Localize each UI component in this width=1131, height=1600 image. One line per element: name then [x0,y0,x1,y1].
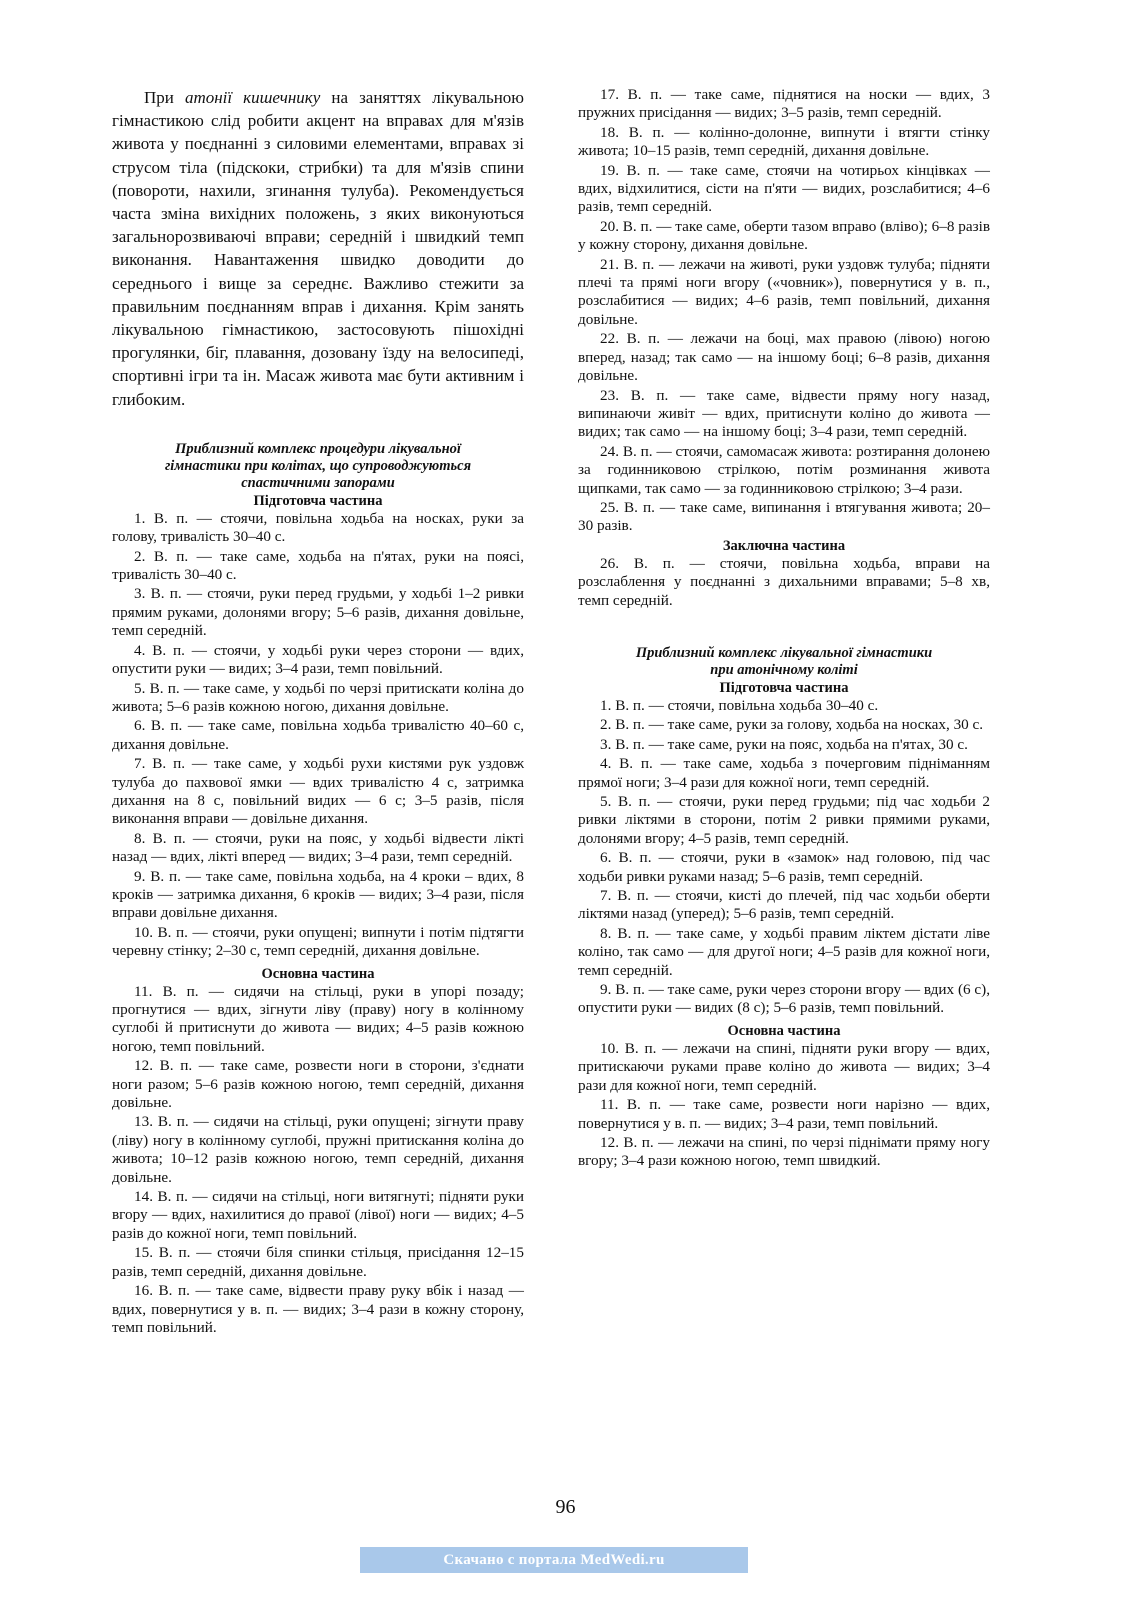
page-number: 96 [555,1496,576,1518]
exercise-item: 12. В. п. — таке саме, розвести ноги в сторони, з'єднати ноги разом; 5–6 разів кожною ногою, темп середній, дихання довільне. [112,1057,524,1112]
exercise-item: 9. В. п. — таке саме, руки через сторони вгору — вдих (6 с), опустити руки — видих (8 с); 5–6 разів, темп повільний. [578,981,990,1017]
exercise-item: 16. В. п. — таке саме, відвести праву руку вбік і назад — вдих, повернутися у в. п. — видих; 3–4 рази в кожну сторону, темп повільний. [112,1282,524,1336]
complex2-main-list [578,1040,990,1171]
complex2-prep-list [578,697,990,1018]
exercise-item: 17. В. п. — таке саме, піднятися на носки — вдих, 3 пружних присідання — видих; 3–5 разів, темп середній. [578,86,990,122]
intro-text-start: При [144,88,185,107]
complex1-final-heading: Заключна частина [722,537,846,554]
complex1-main-heading: Основна частина [261,965,375,982]
exercise-item: 9. В. п. — таке саме, повільна ходьба, на 4 кроки – вдих, 8 кроків — затримка дихання, 6 кроків — видих; 3–4 рази, після вправи довільне дихання. [112,867,524,922]
exercise-item: 15. В. п. — стоячи біля спинки стільця, присідання 12–15 разів, темп середній, дихання довільне. [112,1244,524,1280]
exercise-item: 21. В. п. — лежачи на животі, руки уздовж тулуба; підняти плечі та прямі ноги вгору («човник»), повернутися у в. п., розслабитися — видих; 4–6 разів, темп повільний, дихання довільне. [578,255,990,328]
exercise-item: 1. В. п. — стоячи, повільна ходьба 30–40 с. [600,696,879,714]
exercise-item: 24. В. п. — стоячи, самомасаж живота: розтирання долонею за годинниковою стрілкою, потім розминання живота щипками, так само — за годинниковою стрілкою; 3–4 рази. [578,442,990,497]
exercise-item: 11. В. п. — сидячи на стільці, руки в упорі позаду; прогнутися — вдих, зігнути ліву (праву) ногу в колінному суглобі й притиснути до живота — видих; 4–5 разів кожною ногою, темп повільний. [112,982,524,1055]
exercise-item: 10. В. п. — стоячи, руки опущені; випнути і потім підтягти черевну стінку; 2–30 с, темп середній, дихання довільне. [112,923,524,960]
right-column [578,86,990,1172]
exercise-item: 8. В. п. — стоячи, руки на пояс, у ходьбі відвести лікті назад — вдих, лікті вперед — видих; 3–4 рази, темп середній. [112,829,524,866]
exercise-item: 14. В. п. — сидячи на стільці, ноги витягнуті; підняти руки вгору — вдих, нахилитися до правої (лівої) ноги — видих; 4–5 разів до кожної ноги, темп повільний. [112,1188,524,1242]
intro-text-rest: на заняттях лікувальною гімнастикою слід робити акцент на вправах для м'язів живота у поєднанні з силовими елементами, вправах зі струсом тіла (підскоки, стрибки) та для м'язів спини (повороти, нахили, згинання тулуба). Рекомендується часта зміна вихідних положень, з яких виконуються загальнорозвиваючі вправи; середній і швидкий темп виконання. Навантаження швидко доводити до середнього і вище за середнє. Важливо стежити за правильним поєднанням вправ і дихання. Крім занять лікувальною гімнастикою, застосовують пішохідні прогулянки, біг, плавання, дозовану їзду на велосипеді, спортивні ігри та ін. Масаж живота має бути активним і глибоким. [112,88,525,409]
exercise-item: 20. В. п. — таке саме, оберти тазом вправо (вліво); 6–8 разів у кожну сторону, дихання довільне. [578,217,990,254]
exercise-item: 5. В. п. — стоячи, руки перед грудьми; під час ходьби 2 ривки ліктями в сторони, потім 2 ривки прямими руками, долонями вгору; 4–5 разів, темп середній. [578,793,990,847]
complex1-prep-heading: Підготовча частина [253,492,383,509]
complex2-caption: Приблизний комплекс лікувальної гімнастики при атонічному коліті [635,644,933,678]
left-column [112,86,524,1338]
intro-paragraph [112,86,524,411]
exercise-item: 7. В. п. — стоячи, кисті до плечей, під час ходьби оберти ліктями назад (уперед); 5–6 разів, темп середній. [578,887,990,923]
exercise-item: 13. В. п. — сидячи на стільці, руки опущені; зігнути праву (ліву) ногу в колінному суглобі, пружні притискання коліна до живота; 10–12 разів кожною ногою, темп середній, дихання довільне. [112,1113,524,1186]
complex2-main-heading: Основна частина [727,1022,841,1039]
exercise-item: 22. В. п. — лежачи на боці, мах правою (лівою) ногою вперед, назад; так само — на іншому боці; 6–8 разів, дихання довільне. [578,330,990,385]
exercise-item: 4. В. п. — стоячи, у ходьбі руки через сторони — вдих, опустити руки — видих; 3–4 рази, темп повільний. [112,641,524,678]
exercise-item: 23. В. п. — таке саме, відвести пряму ногу назад, випинаючи живіт — вдих, притиснути коліно до живота — видих; так само — на іншому боці; 3–4 рази, темп середній. [578,386,990,441]
exercise-item: 11. В. п. — таке саме, розвести ноги нарізно — вдих, повернутися у в. п. — видих; 3–4 рази, темп повільний. [578,1096,990,1132]
exercise-item: 12. В. п. — лежачи на спині, по черзі піднімати пряму ногу вгору; 3–4 рази кожною ногою, темп швидкий. [578,1133,990,1170]
complex1-main-list-right [578,86,990,536]
complex1-main-list-left [112,983,524,1338]
exercise-item: 1. В. п. — стоячи, повільна ходьба на носках, руки за голову, тривалість 30–40 с. [112,509,524,546]
exercise-item: 6. В. п. — стоячи, руки в «замок» над головою, під час ходьби ривки руками назад; 5–6 разів, темп середній. [578,849,990,885]
exercise-item: 2. В. п. — таке саме, ходьба на п'ятах, руки на поясі, тривалість 30–40 с. [112,547,524,584]
exercise-item: 26. В. п. — стоячи, повільна ходьба, вправи на розслаблення у поєднанні з дихальними вправами; 5–8 хв, темп середній. [578,554,990,609]
exercise-item: 3. В. п. — стоячи, руки перед грудьми, у ходьбі 1–2 ривки прямим руками, долонями вгору; 5–6 разів, дихання довільне, темп середній. [112,585,524,640]
exercise-item: 19. В. п. — таке саме, стоячи на чотирьох кінцівках — вдих, відхилитися, сісти на п'яти — видих, розслабитися; 4–6 разів, темп середній. [578,161,990,216]
exercise-item: 4. В. п. — таке саме, ходьба з почерговим підніманням прямої ноги; 3–4 рази для кожної ноги, темп середній. [578,755,990,791]
exercise-item: 5. В. п. — таке саме, у ходьбі по черзі притискати коліна до живота; 5–6 разів кожною ногою, дихання довільне. [112,679,524,715]
complex1-final-list [578,555,990,610]
complex1-prep-list [112,510,524,961]
exercise-item: 10. В. п. — лежачи на спині, підняти руки вгору — вдих, притискаючи руками праве коліно до живота — видих; 3–4 рази для кожної ноги, темп середній. [578,1039,990,1094]
watermark-banner: Скачано с портала MedWedi.ru [360,1547,748,1573]
exercise-item: 2. В. п. — таке саме, руки за голову, ходьба на носках, 30 с. [600,716,984,734]
complex2-prep-heading: Підготовча частина [719,679,849,696]
exercise-item: 18. В. п. — колінно-долонне, випнути і втягти стінку живота; 10–15 разів, темп середній, дихання довільне. [578,123,990,160]
exercise-item: 3. В. п. — таке саме, руки на пояс, ходьба на п'ятах, 30 с. [600,735,968,753]
intro-emphasis: атонії кишечнику [184,88,321,107]
exercise-item: 6. В. п. — таке саме, повільна ходьба тривалістю 40–60 с, дихання довільне. [112,717,524,753]
exercise-item: 8. В. п. — таке саме, у ходьбі правим ліктем дістати ліве коліно, так само — для другої ноги; 4–5 разів для кожної ноги, темп середній. [578,924,990,979]
exercise-item: 7. В. п. — таке саме, у ходьбі рухи кистями рук уздовж тулуба до пахвової ямки — вдих тривалістю 4 с, затримка дихання на 8 с, повільний видих — 6 с; 3–5 разів, після виконання вправи — довільне дихання. [112,755,524,828]
complex1-caption: Приблизний комплекс процедури лікувальної гімнастики при колітах, що супроводжуються спастичними запорами [164,440,472,491]
exercise-item: 25. В. п. — таке саме, випинання і втягування живота; 20–30 разів. [578,498,990,535]
